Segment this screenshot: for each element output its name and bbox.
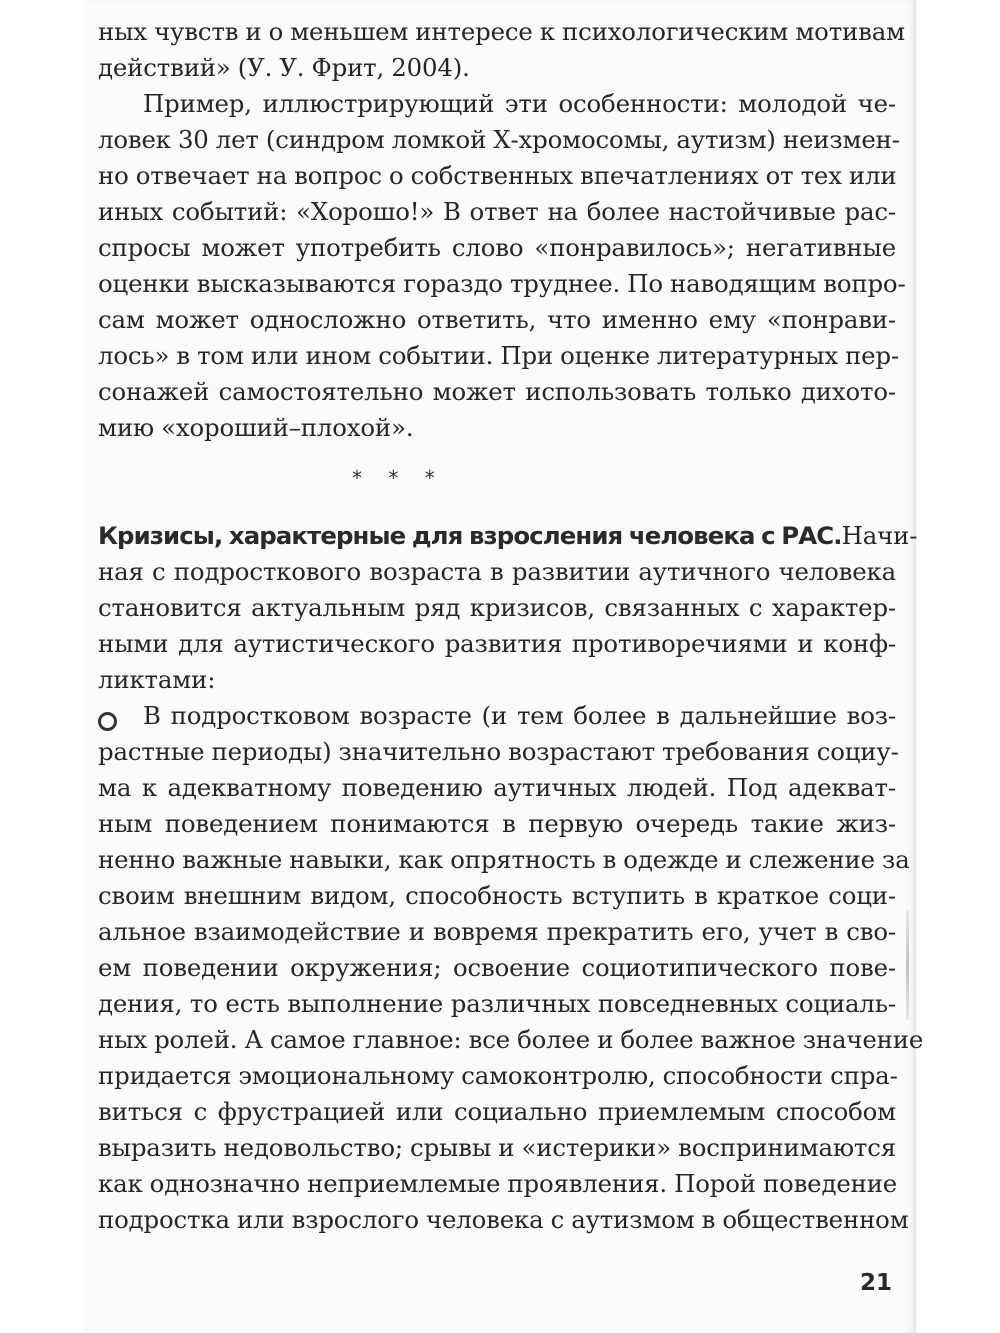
- text-line: ликтами:: [98, 665, 216, 694]
- text-line: иных событий: «Хорошо!» В ответ на более настойчивые рас-: [98, 197, 896, 226]
- text-line: В подростковом возрасте (и тем более в дальнейшие воз-: [143, 701, 896, 730]
- text-line: Пример, иллюстрирующий эти особенности: молодой че-: [143, 89, 896, 118]
- text-line: ма к адекватному поведению аутичных людей. Под адекват-: [98, 773, 896, 802]
- text-line: но отвечает на вопрос о собственных впечатлениях от тех или: [98, 161, 897, 190]
- text-line: дения, то есть выполнение различных повседневных социаль-: [98, 989, 896, 1018]
- section-heading: Кризисы, характерные для взросления человека с РАС.: [98, 521, 842, 550]
- text-line: придается эмоциональному самоконтролю, способности спра-: [98, 1061, 898, 1090]
- text-line: ная с подросткового возраста в развитии аутичного человека: [98, 557, 896, 586]
- text-line: действий» (У. У. Фрит, 2004).: [98, 53, 470, 82]
- text-line: мию «хороший–плохой».: [98, 413, 414, 442]
- section-first-line-rest: Начи-: [841, 521, 918, 550]
- section-first-line: [98, 518, 918, 554]
- text-line: альное взаимодействие и вовремя прекратить его, учет в сво-: [98, 917, 896, 946]
- text-line: подростка или взрослого человека с аутизмом в общественном: [98, 1205, 909, 1234]
- text-line: ным поведением понимаются в первую очередь такие жиз-: [98, 809, 896, 838]
- text-line: оценки высказываются гораздо труднее. По наводящим вопро-: [98, 269, 906, 298]
- text-line: сам может односложно ответить, что именно ему «понрави-: [98, 305, 896, 334]
- text-line: выразить недовольство; срывы и «истерики» воспринимаются: [98, 1133, 897, 1162]
- text-line: ных ролей. А самое главное: все более и более важное значение: [98, 1025, 924, 1054]
- text-line: ненно важные навыки, как опрятность в одежде и слежение за: [98, 845, 910, 874]
- text-line: виться с фрустрацией или социально приемлемым способом: [98, 1097, 896, 1126]
- text-line: ем поведении окружения; освоение социотипического пове-: [98, 953, 896, 982]
- text-line: ных чувств и о меньшем интересе к психологическим мотивам: [98, 17, 905, 46]
- text-line: растные периоды) значительно возрастают требования социу-: [98, 737, 899, 766]
- text-line: спросы может употребить слово «понравилось»; негативные: [98, 233, 896, 262]
- text-line: сонажей самостоятельно может использовать только дихото-: [98, 377, 896, 406]
- page-number: 21: [859, 1270, 892, 1296]
- text-line: ными для аутистического развития противоречиями и конф-: [98, 629, 896, 658]
- text-line: становится актуальным ряд кризисов, связанных с характер-: [98, 593, 896, 622]
- text-line: лось» в том или ином событии. При оценке литературных пер-: [98, 341, 900, 370]
- text-line: как однозначно неприемлемые проявления. Порой поведение: [98, 1169, 898, 1198]
- text-line: ловек 30 лет (синдром ломкой Х-хромосомы, аутизм) неизмен-: [98, 125, 900, 154]
- page-edge-shadow: [906, 910, 909, 1020]
- bullet-icon: [98, 712, 117, 731]
- text-line: своим внешним видом, способность вступить в краткое соци-: [98, 881, 896, 910]
- section-separator: * * *: [352, 466, 445, 490]
